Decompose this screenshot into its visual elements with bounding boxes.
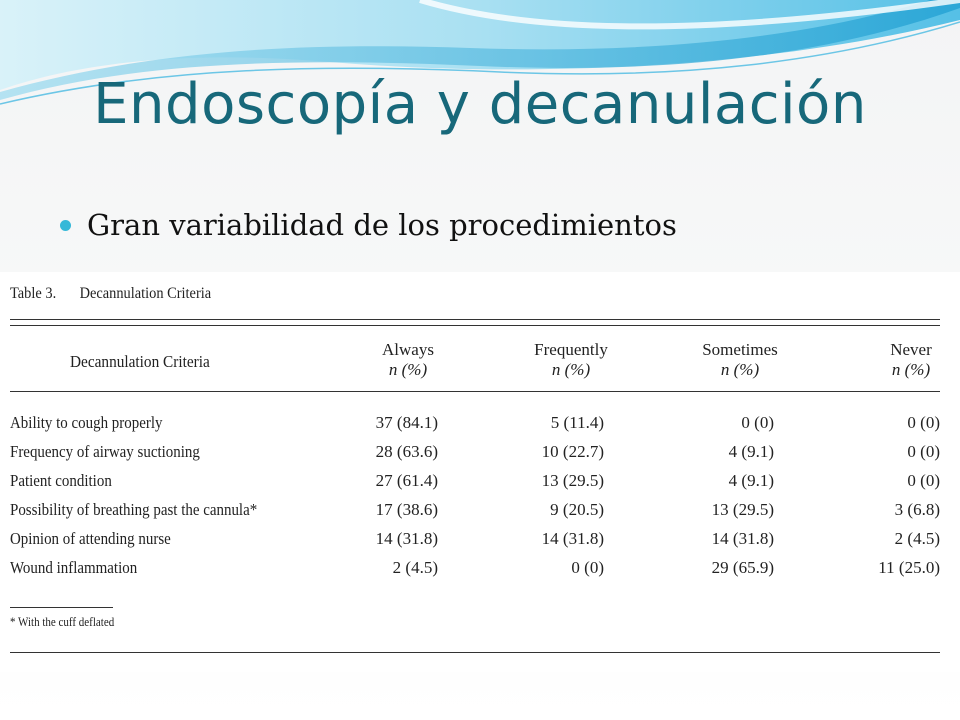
cell-sometimes: 4 (9.1) [728,471,774,490]
cell-never: 11 (25.0) [878,558,940,577]
cell-frequently: 10 (22.7) [541,442,604,461]
table-footnote: * With the cuff deflated [10,615,115,629]
cell-always: 37 (84.1) [375,413,438,432]
column-header-label: Frequently [534,340,608,359]
table-row [0,413,960,442]
column-header-label: Sometimes [702,340,778,359]
row-label: Possibility of breathing past the cannula* [10,500,258,519]
table-caption-number: Table 3. [10,285,57,302]
bullet-text: Gran variabilidad de los procedimientos [87,208,677,242]
cell-never: 0 (0) [907,471,940,490]
table-row [0,558,960,587]
column-header-sub: n (%) [891,360,931,379]
column-header-sub: n (%) [551,360,591,379]
slide-title: Endoscopía y decanulación [93,72,867,137]
column-header-always [368,340,448,380]
bullet-item [60,208,677,242]
column-header-sometimes [694,340,786,380]
column-header-label: Never [890,340,932,359]
cell-frequently: 9 (20.5) [550,500,604,519]
cell-never: 2 (4.5) [894,529,940,548]
cell-always: 2 (4.5) [392,558,438,577]
cell-never: 0 (0) [907,413,940,432]
cell-frequently: 13 (29.5) [541,471,604,490]
criteria-column-header: Decannulation Criteria [70,352,210,371]
cell-sometimes: 13 (29.5) [711,500,774,519]
row-label: Patient condition [10,471,112,490]
column-header-frequently [524,340,618,380]
column-header-label: Always [382,340,434,359]
cell-always: 17 (38.6) [375,500,438,519]
cell-sometimes: 4 (9.1) [728,442,774,461]
cell-always: 28 (63.6) [375,442,438,461]
cell-frequently: 14 (31.8) [541,529,604,548]
table-top-rule [10,319,940,320]
table-row [0,529,960,558]
table-row [0,442,960,471]
column-header-sub: n (%) [388,360,428,379]
table-header-rule [10,391,940,392]
row-label: Opinion of attending nurse [10,529,171,548]
cell-always: 27 (61.4) [375,471,438,490]
cell-never: 3 (6.8) [894,500,940,519]
column-header-sub: n (%) [720,360,760,379]
cell-frequently: 5 (11.4) [550,413,604,432]
table-row [0,500,960,529]
cell-sometimes: 14 (31.8) [711,529,774,548]
table-caption [10,285,211,303]
table-caption-title: Decannulation Criteria [79,285,212,302]
row-label: Frequency of airway suctioning [10,442,200,461]
table-row [0,471,960,500]
bullet-dot-icon [60,220,71,231]
cell-frequently: 0 (0) [571,558,604,577]
table-top-rule-2 [10,325,940,326]
row-label: Ability to cough properly [10,413,163,432]
cell-sometimes: 0 (0) [741,413,774,432]
cell-never: 0 (0) [907,442,940,461]
table-bottom-rule [10,652,940,653]
table-image [0,272,960,672]
row-label: Wound inflammation [10,558,138,577]
column-header-never [878,340,944,380]
cell-always: 14 (31.8) [375,529,438,548]
footnote-rule [10,607,113,608]
cell-sometimes: 29 (65.9) [711,558,774,577]
